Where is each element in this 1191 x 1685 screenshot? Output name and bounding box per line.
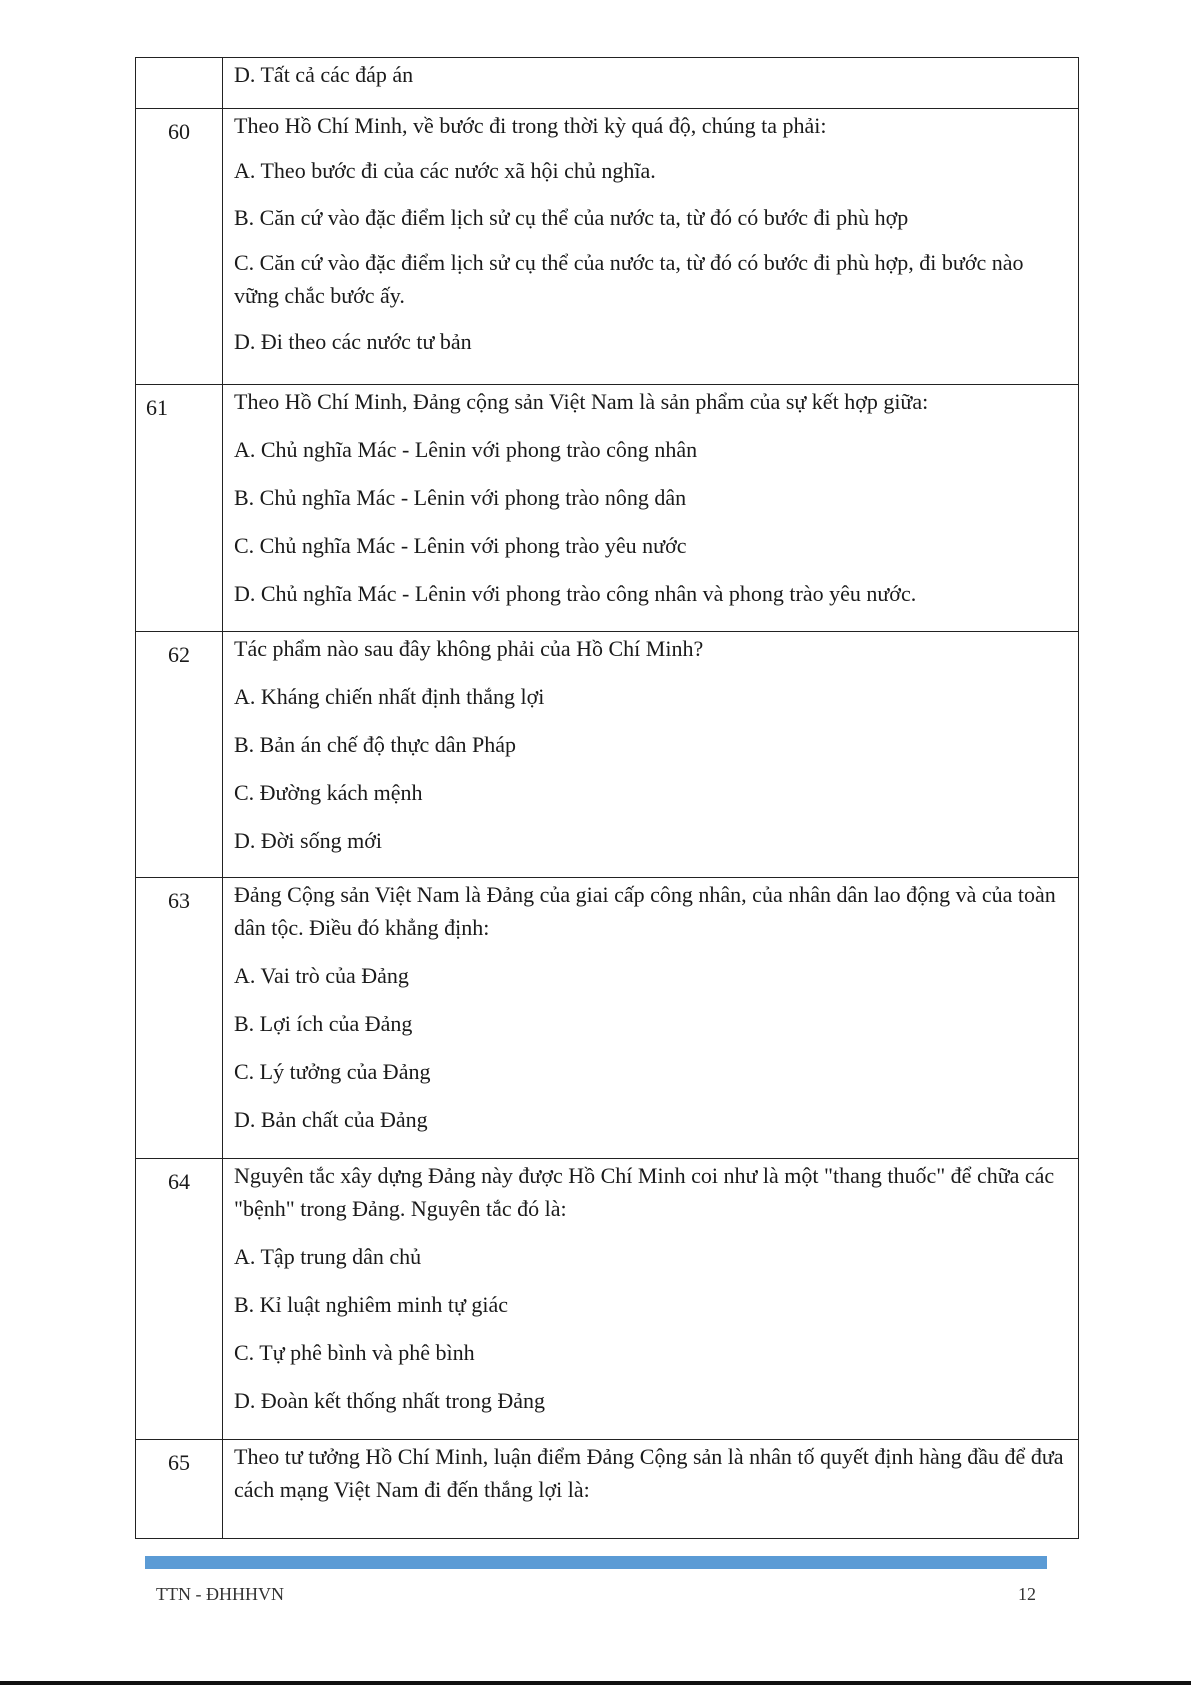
table-row <box>136 1440 1079 1539</box>
question-text: Theo tư tưởng Hồ Chí Minh, luận điểm Đảng Cộng sản là nhân tố quyết định hàng đầu để đưa cách mạng Việt Nam đi đến thắng lợi là: <box>234 1444 1064 1502</box>
answer-option: D. Bản chất của Đảng <box>234 1107 428 1132</box>
question-table <box>135 57 1079 1539</box>
table-row <box>136 1159 1079 1440</box>
question-content-cell <box>223 385 1079 632</box>
answer-option: A. Theo bước đi của các nước xã hội chủ nghĩa. <box>234 158 656 183</box>
answer-option: A. Chủ nghĩa Mác - Lênin với phong trào công nhân <box>234 437 698 462</box>
answer-option: A. Vai trò của Đảng <box>234 963 409 988</box>
question-number-cell <box>136 385 223 632</box>
question-number-cell <box>136 58 223 109</box>
answer-option: C. Căn cứ vào đặc điểm lịch sử cụ thể của nước ta, từ đó có bước đi phù hợp, đi bước nào vững chắc bước ấy. <box>234 250 1024 308</box>
answer-option: D. Đoàn kết thống nhất trong Đảng <box>234 1388 545 1413</box>
table-row <box>136 109 1079 385</box>
question-number <box>136 58 222 68</box>
answer-option: B. Bản án chế độ thực dân Pháp <box>234 732 516 757</box>
answer-option: B. Kỉ luật nghiêm minh tự giác <box>234 1292 509 1317</box>
question-text: Nguyên tắc xây dựng Đảng này được Hồ Chí Minh coi như là một "thang thuốc" để chữa các "bệnh" trong Đảng. Nguyên tắc đó là: <box>234 1163 1055 1221</box>
answer-option: C. Tự phê bình và phê bình <box>234 1340 475 1365</box>
table-row <box>136 632 1079 878</box>
answer-option: A. Tập trung dân chủ <box>234 1244 422 1269</box>
question-number: 63 <box>168 888 190 913</box>
question-number-cell <box>136 109 223 385</box>
question-text: Tác phẩm nào sau đây không phải của Hồ Chí Minh? <box>234 636 704 661</box>
footer-source: TTN - ĐHHHVN <box>156 1584 284 1604</box>
answer-option: B. Căn cứ vào đặc điểm lịch sử cụ thể của nước ta, từ đó có bước đi phù hợp <box>234 205 909 230</box>
answer-option: D. Tất cả các đáp án <box>234 62 414 87</box>
answer-option: C. Đường kách mệnh <box>234 780 423 805</box>
question-content-cell <box>223 632 1079 878</box>
question-text: Theo Hồ Chí Minh, về bước đi trong thời kỳ quá độ, chúng ta phải: <box>234 113 827 138</box>
footer-rule <box>145 1556 1047 1569</box>
answer-option: C. Chủ nghĩa Mác - Lênin với phong trào yêu nước <box>234 533 687 558</box>
question-number: 62 <box>168 642 190 667</box>
page-number: 12 <box>1018 1584 1036 1604</box>
question-number: 64 <box>168 1169 190 1194</box>
answer-option: B. Lợi ích của Đảng <box>234 1011 413 1036</box>
table-row <box>136 878 1079 1159</box>
answer-option: C. Lý tưởng của Đảng <box>234 1059 431 1084</box>
question-content-cell <box>223 58 1079 109</box>
question-content-cell <box>223 109 1079 385</box>
answer-option: B. Chủ nghĩa Mác - Lênin với phong trào nông dân <box>234 485 687 510</box>
answer-option: A. Kháng chiến nhất định thắng lợi <box>234 684 545 709</box>
question-number-cell <box>136 878 223 1159</box>
question-number: 61 <box>146 395 168 420</box>
question-content-cell <box>223 1159 1079 1440</box>
question-text: Đảng Cộng sản Việt Nam là Đảng của giai cấp công nhân, của nhân dân lao động và của toàn dân tộc. Điều đó khẳng định: <box>234 882 1056 940</box>
answer-option: D. Chủ nghĩa Mác - Lênin với phong trào công nhân và phong trào yêu nước. <box>234 581 917 606</box>
answer-option: D. Đời sống mới <box>234 828 382 853</box>
question-number: 65 <box>168 1450 190 1475</box>
question-number: 60 <box>168 119 190 144</box>
question-number-cell <box>136 1159 223 1440</box>
table-row <box>136 385 1079 632</box>
answer-option: D. Đi theo các nước tư bản <box>234 329 472 354</box>
question-number-cell <box>136 632 223 878</box>
question-content-cell <box>223 1440 1079 1539</box>
question-content-cell <box>223 878 1079 1159</box>
page-bottom-edge <box>0 1681 1191 1685</box>
table-row <box>136 58 1079 109</box>
question-number-cell <box>136 1440 223 1539</box>
question-text: Theo Hồ Chí Minh, Đảng cộng sản Việt Nam là sản phẩm của sự kết hợp giữa: <box>234 389 929 414</box>
